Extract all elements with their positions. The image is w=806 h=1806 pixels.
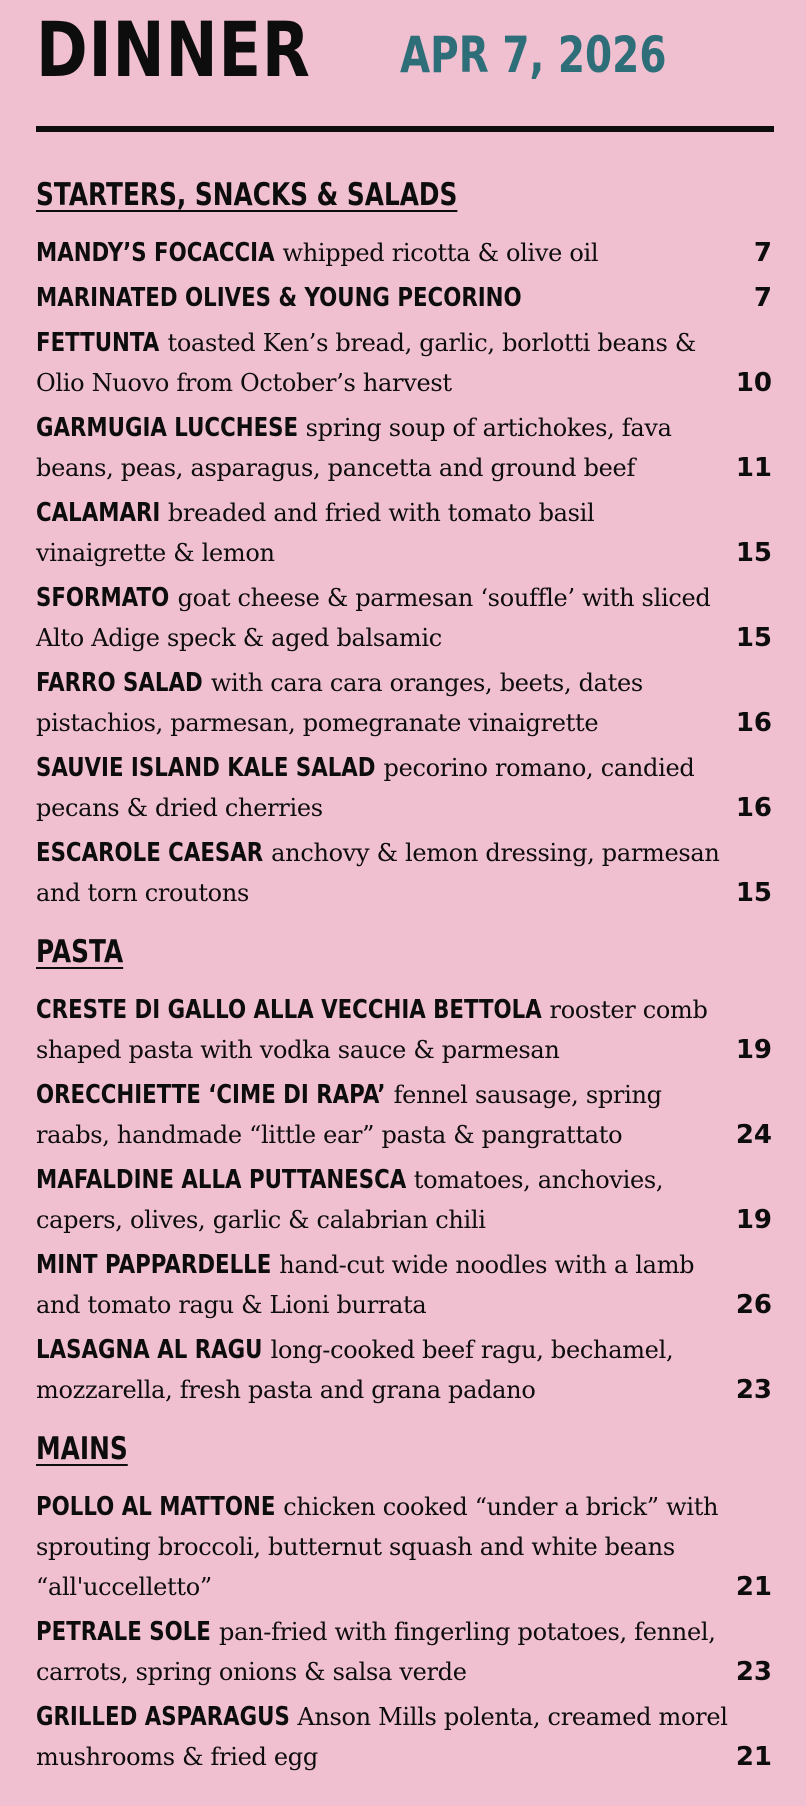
item-description: goat cheese & parmesan ‘souffle’ with sliced Alto Adige speck & aged balsamic	[36, 584, 711, 652]
item-price: 7	[753, 283, 772, 313]
item-description: tomatoes, anchovies, capers, olives, garlic & calabrian chili	[36, 1166, 664, 1234]
menu-item	[36, 1697, 774, 1777]
menu-item	[36, 1245, 774, 1325]
menu-item	[36, 578, 774, 658]
item-description: Anson Mills polenta, creamed morel mushrooms & fried egg	[36, 1703, 728, 1771]
item-description: spring soup of artichokes, fava beans, peas, asparagus, pancetta and ground beef	[36, 414, 672, 482]
menu-item	[36, 748, 774, 828]
menu-item	[36, 1075, 774, 1155]
item-list	[36, 990, 774, 1410]
item-price: 26	[735, 1290, 772, 1320]
item-list	[36, 1487, 774, 1777]
item-name: ESCAROLE CAESAR	[36, 838, 264, 868]
item-description: pecorino romano, candied pecans & dried cherries	[36, 754, 695, 822]
section-title: STARTERS, SNACKS & SALADS	[36, 177, 458, 213]
menu-item	[36, 1487, 774, 1607]
item-name: CRESTE DI GALLO ALLA VECCHIA BETTOLA	[36, 995, 542, 1025]
item-price: 23	[735, 1375, 772, 1405]
item-price: 23	[735, 1657, 772, 1687]
item-description: long-cooked beef ragu, bechamel, mozzarella, fresh pasta and grana padano	[36, 1336, 674, 1404]
section-starters	[36, 177, 774, 913]
item-name: SAUVIE ISLAND KALE SALAD	[36, 753, 376, 783]
item-name: GRILLED ASPARAGUS	[36, 1702, 290, 1732]
menu-item	[36, 1612, 774, 1692]
section-title: MAINS	[36, 1431, 128, 1467]
item-price: 21	[735, 1572, 772, 1602]
item-price: 19	[735, 1205, 772, 1235]
item-description: breaded and fried with tomato basil vinaigrette & lemon	[36, 499, 595, 567]
item-price: 24	[735, 1120, 772, 1150]
item-name: CALAMARI	[36, 498, 161, 528]
item-price: 19	[735, 1035, 772, 1065]
item-name: GARMUGIA LUCCHESE	[36, 413, 299, 443]
item-description: pan-fried with fingerling potatoes, fennel, carrots, spring onions & salsa verde	[36, 1618, 716, 1686]
menu-item	[36, 833, 774, 913]
item-price: 15	[735, 623, 772, 653]
menu-item	[36, 1160, 774, 1240]
item-description: hand-cut wide noodles with a lamb and tomato ragu & Lioni burrata	[36, 1251, 695, 1319]
item-description: rooster comb shaped pasta with vodka sauce & parmesan	[36, 996, 708, 1064]
item-name: MARINATED OLIVES & YOUNG PECORINO	[36, 283, 522, 313]
item-name: FETTUNTA	[36, 328, 160, 358]
menu-item	[36, 1330, 774, 1410]
item-price: 10	[735, 368, 772, 398]
menu-item	[36, 493, 774, 573]
item-name: LASAGNA AL RAGU	[36, 1335, 263, 1365]
menu-item	[36, 990, 774, 1070]
item-name: MAFALDINE ALLA PUTTANESCA	[36, 1165, 407, 1195]
item-description: whipped ricotta & olive oil	[282, 239, 599, 267]
item-price: 21	[735, 1742, 772, 1772]
item-name: POLLO AL MATTONE	[36, 1492, 276, 1522]
item-price: 15	[735, 878, 772, 908]
item-name: ORECCHIETTE ‘CIME DI RAPA’	[36, 1080, 386, 1110]
section-title: PASTA	[36, 934, 124, 970]
menu-item	[36, 408, 774, 488]
menu-item	[36, 233, 774, 273]
item-price: 11	[735, 453, 772, 483]
page-title: DINNER	[36, 5, 311, 94]
item-name: FARRO SALAD	[36, 668, 203, 698]
menu-header	[36, 0, 774, 132]
menu-item	[36, 663, 774, 743]
item-description: anchovy & lemon dressing, parmesan and torn croutons	[36, 839, 720, 907]
item-name: MANDY’S FOCACCIA	[36, 238, 275, 268]
item-name: PETRALE SOLE	[36, 1617, 211, 1647]
item-name: MINT PAPPARDELLE	[36, 1250, 272, 1280]
section-pasta	[36, 934, 774, 1410]
item-price: 7	[753, 238, 772, 268]
item-list	[36, 233, 774, 913]
item-price: 16	[735, 708, 772, 738]
item-description: toasted Ken’s bread, garlic, borlotti beans & Olio Nuovo from October’s harvest	[36, 329, 696, 397]
dinner-menu	[36, 0, 774, 1782]
item-price: 16	[735, 793, 772, 823]
menu-item	[36, 323, 774, 403]
section-mains	[36, 1431, 774, 1777]
item-price: 15	[735, 538, 772, 568]
item-description: with cara cara oranges, beets, dates pistachios, parmesan, pomegranate vinaigrette	[36, 669, 643, 737]
menu-date: APR 7, 2026	[400, 26, 667, 84]
item-description: fennel sausage, spring raabs, handmade “little ear” pasta & pangrattato	[36, 1081, 662, 1149]
menu-item	[36, 278, 774, 318]
item-description: chicken cooked “under a brick” with sprouting broccoli, butternut squash and white beans “all'uccelletto”	[36, 1493, 719, 1601]
item-name: SFORMATO	[36, 583, 170, 613]
